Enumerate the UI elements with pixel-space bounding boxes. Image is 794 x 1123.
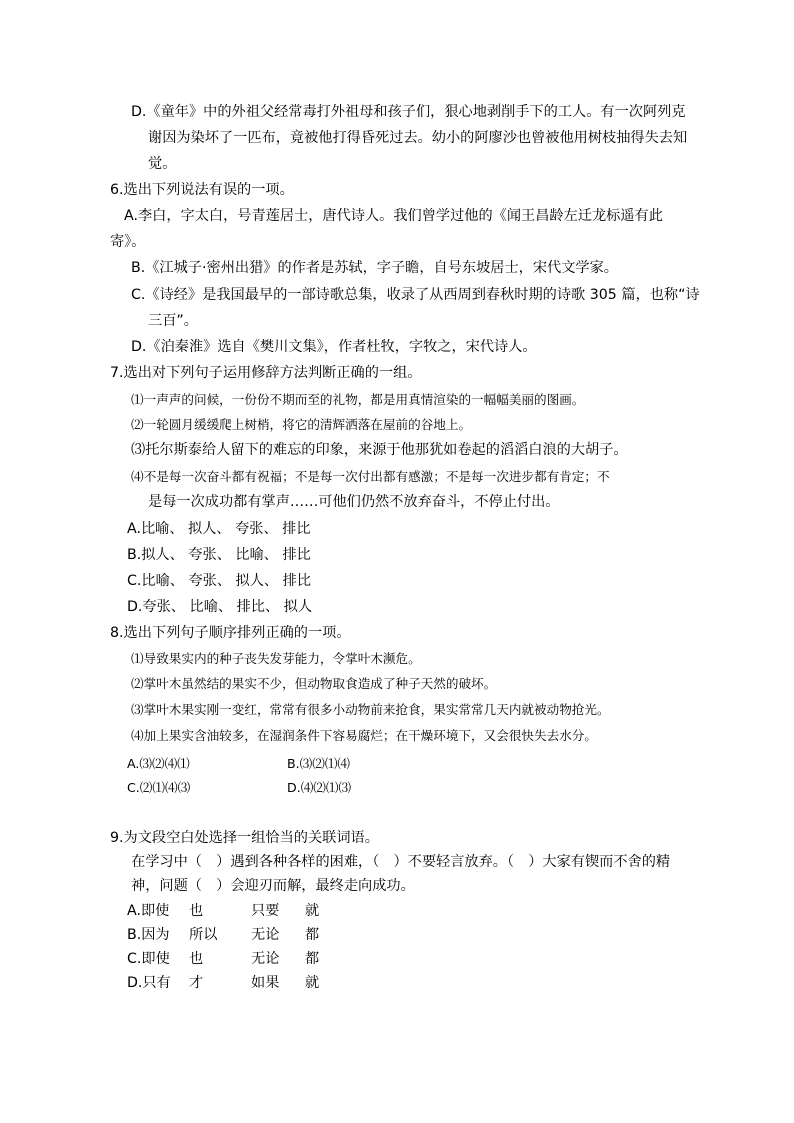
q7-option-d: D.夸张、 比喻、 排比、 拟人	[127, 599, 313, 615]
q9-option-word: 如果	[251, 975, 280, 991]
q9-option-label: C.即使	[127, 951, 170, 967]
q9-passage-line2: 神，问题（ ）会迎刃而解，最终走向成功。	[131, 878, 415, 894]
q9-option-label: B.因为	[127, 927, 170, 943]
q5-option-d-line2: 谢因为染坏了一匹布，竟被他打得昏死过去。幼小的阿廖沙也曾被他用树枝抽得失去知	[148, 130, 688, 146]
q7-sentence-1: ⑴一声声的问候，一份份不期而至的礼物，都是用真情渲染的一幅幅美丽的图画。	[131, 392, 585, 407]
q9-option-a	[127, 902, 319, 920]
q7-option-a: A.比喻、 拟人、 夸张、 排比	[127, 521, 311, 537]
q6-stem: 6.选出下列说法有误的一项。	[110, 182, 294, 198]
q9-option-word: 就	[305, 975, 320, 991]
q6-option-a-line2: 寄》。	[110, 234, 146, 250]
q6-option-b: B.《江城子·密州出猎》的作者是苏轼，字子瞻，自号东坡居士，宋代文学家。	[131, 260, 618, 276]
q7-option-c: C.比喻、 夸张、 拟人、 排比	[127, 573, 312, 589]
q6-option-c-line1: C.《诗经》是我国最早的一部诗歌总集，收录了从西周到春秋时期的诗歌 305 篇，也称“诗	[131, 287, 700, 303]
q7-sentence-2: ⑵一轮圆月缓缓爬上树梢，将它的清辉洒落在屋前的谷地上。	[131, 417, 472, 432]
q7-sentence-3: ⑶托尔斯泰给人留下的难忘的印象，来源于他那犹如卷起的滔滔白浪的大胡子。	[131, 442, 628, 458]
q9-option-word: 无论	[251, 951, 280, 967]
q9-option-word: 都	[305, 951, 320, 967]
q9-option-word: 才	[189, 975, 204, 991]
q9-option-word: 无论	[251, 927, 280, 943]
q9-option-b	[127, 926, 319, 944]
q7-sentence-4-line1: ⑷不是每一次奋斗都有祝福；不是每一次付出都有感激；不是每一次进步都有肯定；不	[131, 469, 610, 484]
q9-option-label: A.即使	[127, 903, 170, 919]
q8-sentence-1: ⑴导致果实内的种子丧失发芽能力，令掌叶木濒危。	[131, 651, 421, 666]
q9-stem: 9.为文段空白处选择一组恰当的关联词语。	[110, 830, 379, 846]
q6-option-a-line1: A.李白，字太白，号青莲居士，唐代诗人。我们曾学过他的《闻王昌龄左迁龙标遥有此	[124, 208, 663, 224]
q8-sentence-4: ⑷加上果实含油较多，在湿润条件下容易腐烂；在干燥环境下，又会很快失去水分。	[131, 728, 597, 743]
q8-option-d: D.⑷⑵⑴⑶	[287, 780, 352, 795]
q7-sentence-4-line2: 是每一次成功都有掌声……可他们仍然不放弃奋斗，不停止付出。	[148, 494, 560, 510]
q9-option-word: 只要	[251, 903, 280, 919]
q9-option-word: 也	[189, 951, 204, 967]
q8-option-a: A.⑶⑵⑷⑴	[127, 756, 190, 771]
q9-option-c	[127, 950, 319, 968]
q9-option-word: 所以	[189, 927, 218, 943]
q5-option-d-line3: 觉。	[148, 156, 177, 172]
q6-option-c-line2: 三百”。	[148, 313, 198, 329]
q9-option-d	[127, 974, 319, 992]
q5-option-d-line1: D.《童年》中的外祖父经常毒打外祖母和孩子们，狠心地剥削手下的工人。有一次阿列克	[131, 104, 686, 120]
q7-option-b: B.拟人、 夸张、 比喻、 排比	[127, 547, 311, 563]
q6-option-d: D.《泊秦淮》选自《樊川文集》，作者杜牧，字牧之，宋代诗人。	[131, 339, 537, 355]
q7-stem: 7.选出对下列句子运用修辞方法判断正确的一组。	[110, 365, 422, 381]
q9-option-word: 也	[189, 903, 204, 919]
q9-option-label: D.只有	[127, 975, 171, 991]
q8-sentence-3: ⑶掌叶木果实刚一变红，常常有很多小动物前来抢食，果实常常几天内就被动物抢光。	[131, 702, 610, 717]
q9-option-word: 都	[305, 927, 320, 943]
q8-option-b: B.⑶⑵⑴⑷	[287, 756, 351, 771]
q8-sentence-2: ⑵掌叶木虽然结的果实不少，但动物取食造成了种子天然的破坏。	[131, 676, 497, 691]
q9-option-word: 就	[305, 903, 320, 919]
q8-stem: 8.选出下列句子顺序排列正确的一项。	[110, 625, 351, 641]
q8-option-c: C.⑵⑴⑷⑶	[127, 780, 191, 795]
q9-passage-line1: 在学习中（ ）遇到各种各样的困难，（ ）不要轻言放弃。（ ）大家有锲而不舍的精	[131, 854, 671, 870]
